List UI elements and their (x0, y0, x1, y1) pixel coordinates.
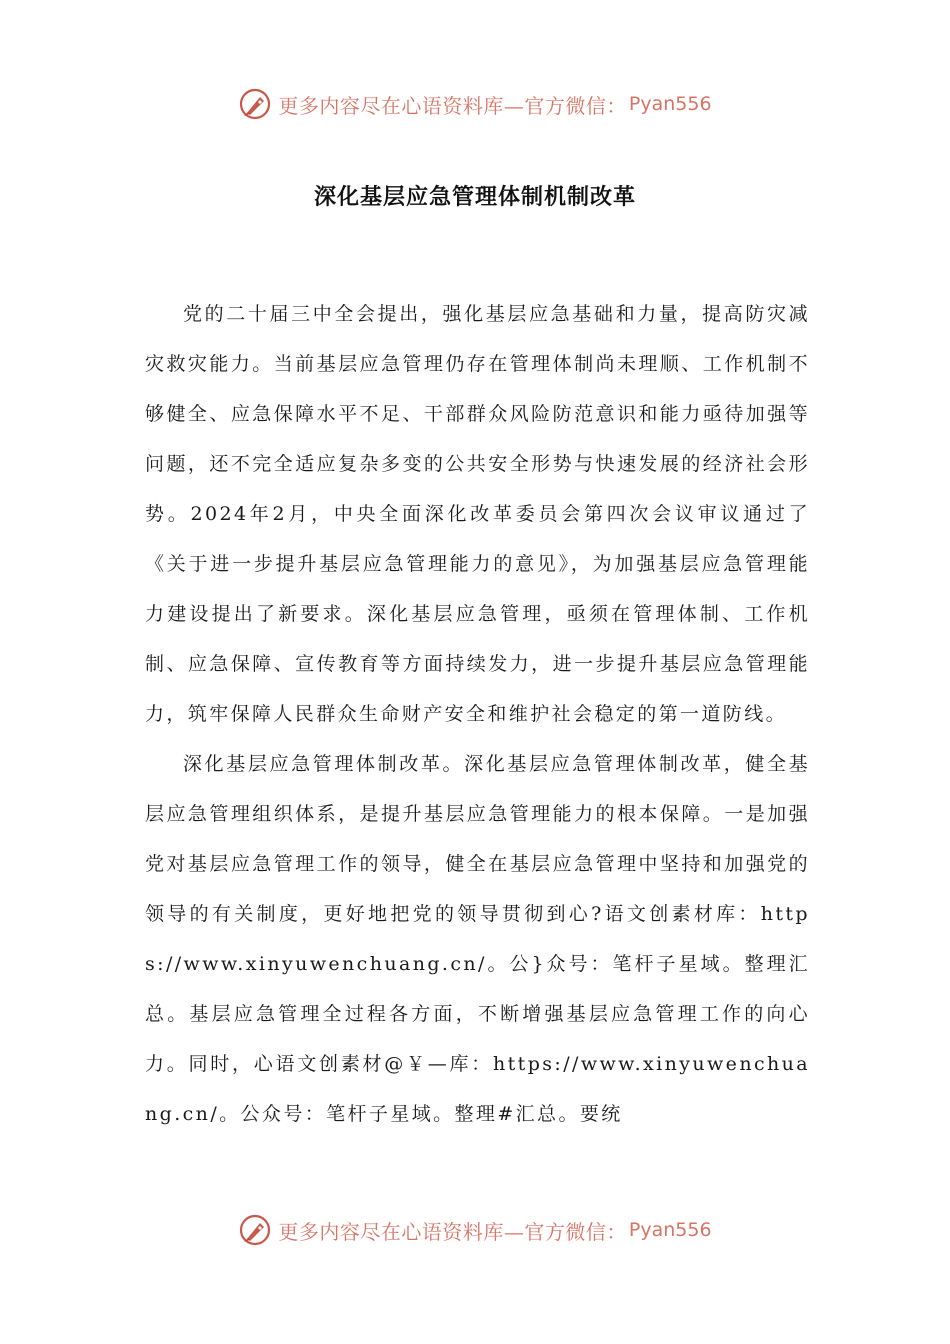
paragraph: 深化基层应急管理体制改革。深化基层应急管理体制改革，健全基层应急管理组织体系，是提升基层应急管理能力的根本保障。一是加强党对基层应急管理工作的领导，健全在基层应急管理中坚持和加强党的领导的有关制度，更好地把党的领导贯彻到心?语文创素材库：https://www.xinyuwenchuang.cn/。公}众号：笔杆子星域。整理汇总。基层应急管理全过程各方面，不断增强基层应急管理工作的向心力。同时，心语文创素材@￥—库：https://www.xinyuwenchuang.cn/。公众号：笔杆子星域。整理#汇总。要统 (145, 753, 810, 1125)
paragraph: 党的二十届三中全会提出，强化基层应急基础和力量，提高防灾减灾救灾能力。当前基层应急管理仍存在管理体制尚未理顺、工作机制不够健全、应急保障水平不足、干部群众风险防范意识和能力亟待加强等问题，还不完全适应复杂多变的公共安全形势与快速发展的经济社会形势。2024年2月，中央全面深化改革委员会第四次会议审议通过了《关于进一步提升基层应急管理能力的意见》，为加强基层应急管理能力建设提出了新要求。深化基层应急管理，亟须在管理体制、工作机制、应急保障、宣传教育等方面持续发力，进一步提升基层应急管理能力，筑牢保障人民群众生命财产安全和维护社会稳定的第一道防线。 (145, 303, 810, 725)
watermark-footer (0, 1210, 950, 1250)
watermark-wechat-id: Pyan556 (628, 1219, 712, 1241)
watermark-text: 更多内容尽在心语资料库—官方微信： (278, 1219, 627, 1244)
pen-nib-icon (238, 87, 272, 121)
watermark-header (0, 84, 950, 124)
pen-nib-icon (238, 1213, 272, 1247)
document-title: 深化基层应急管理体制机制改革 (313, 185, 636, 210)
document-body (145, 289, 810, 1139)
watermark-text: 更多内容尽在心语资料库—官方微信： (278, 93, 627, 118)
watermark-wechat-id: Pyan556 (628, 93, 712, 115)
